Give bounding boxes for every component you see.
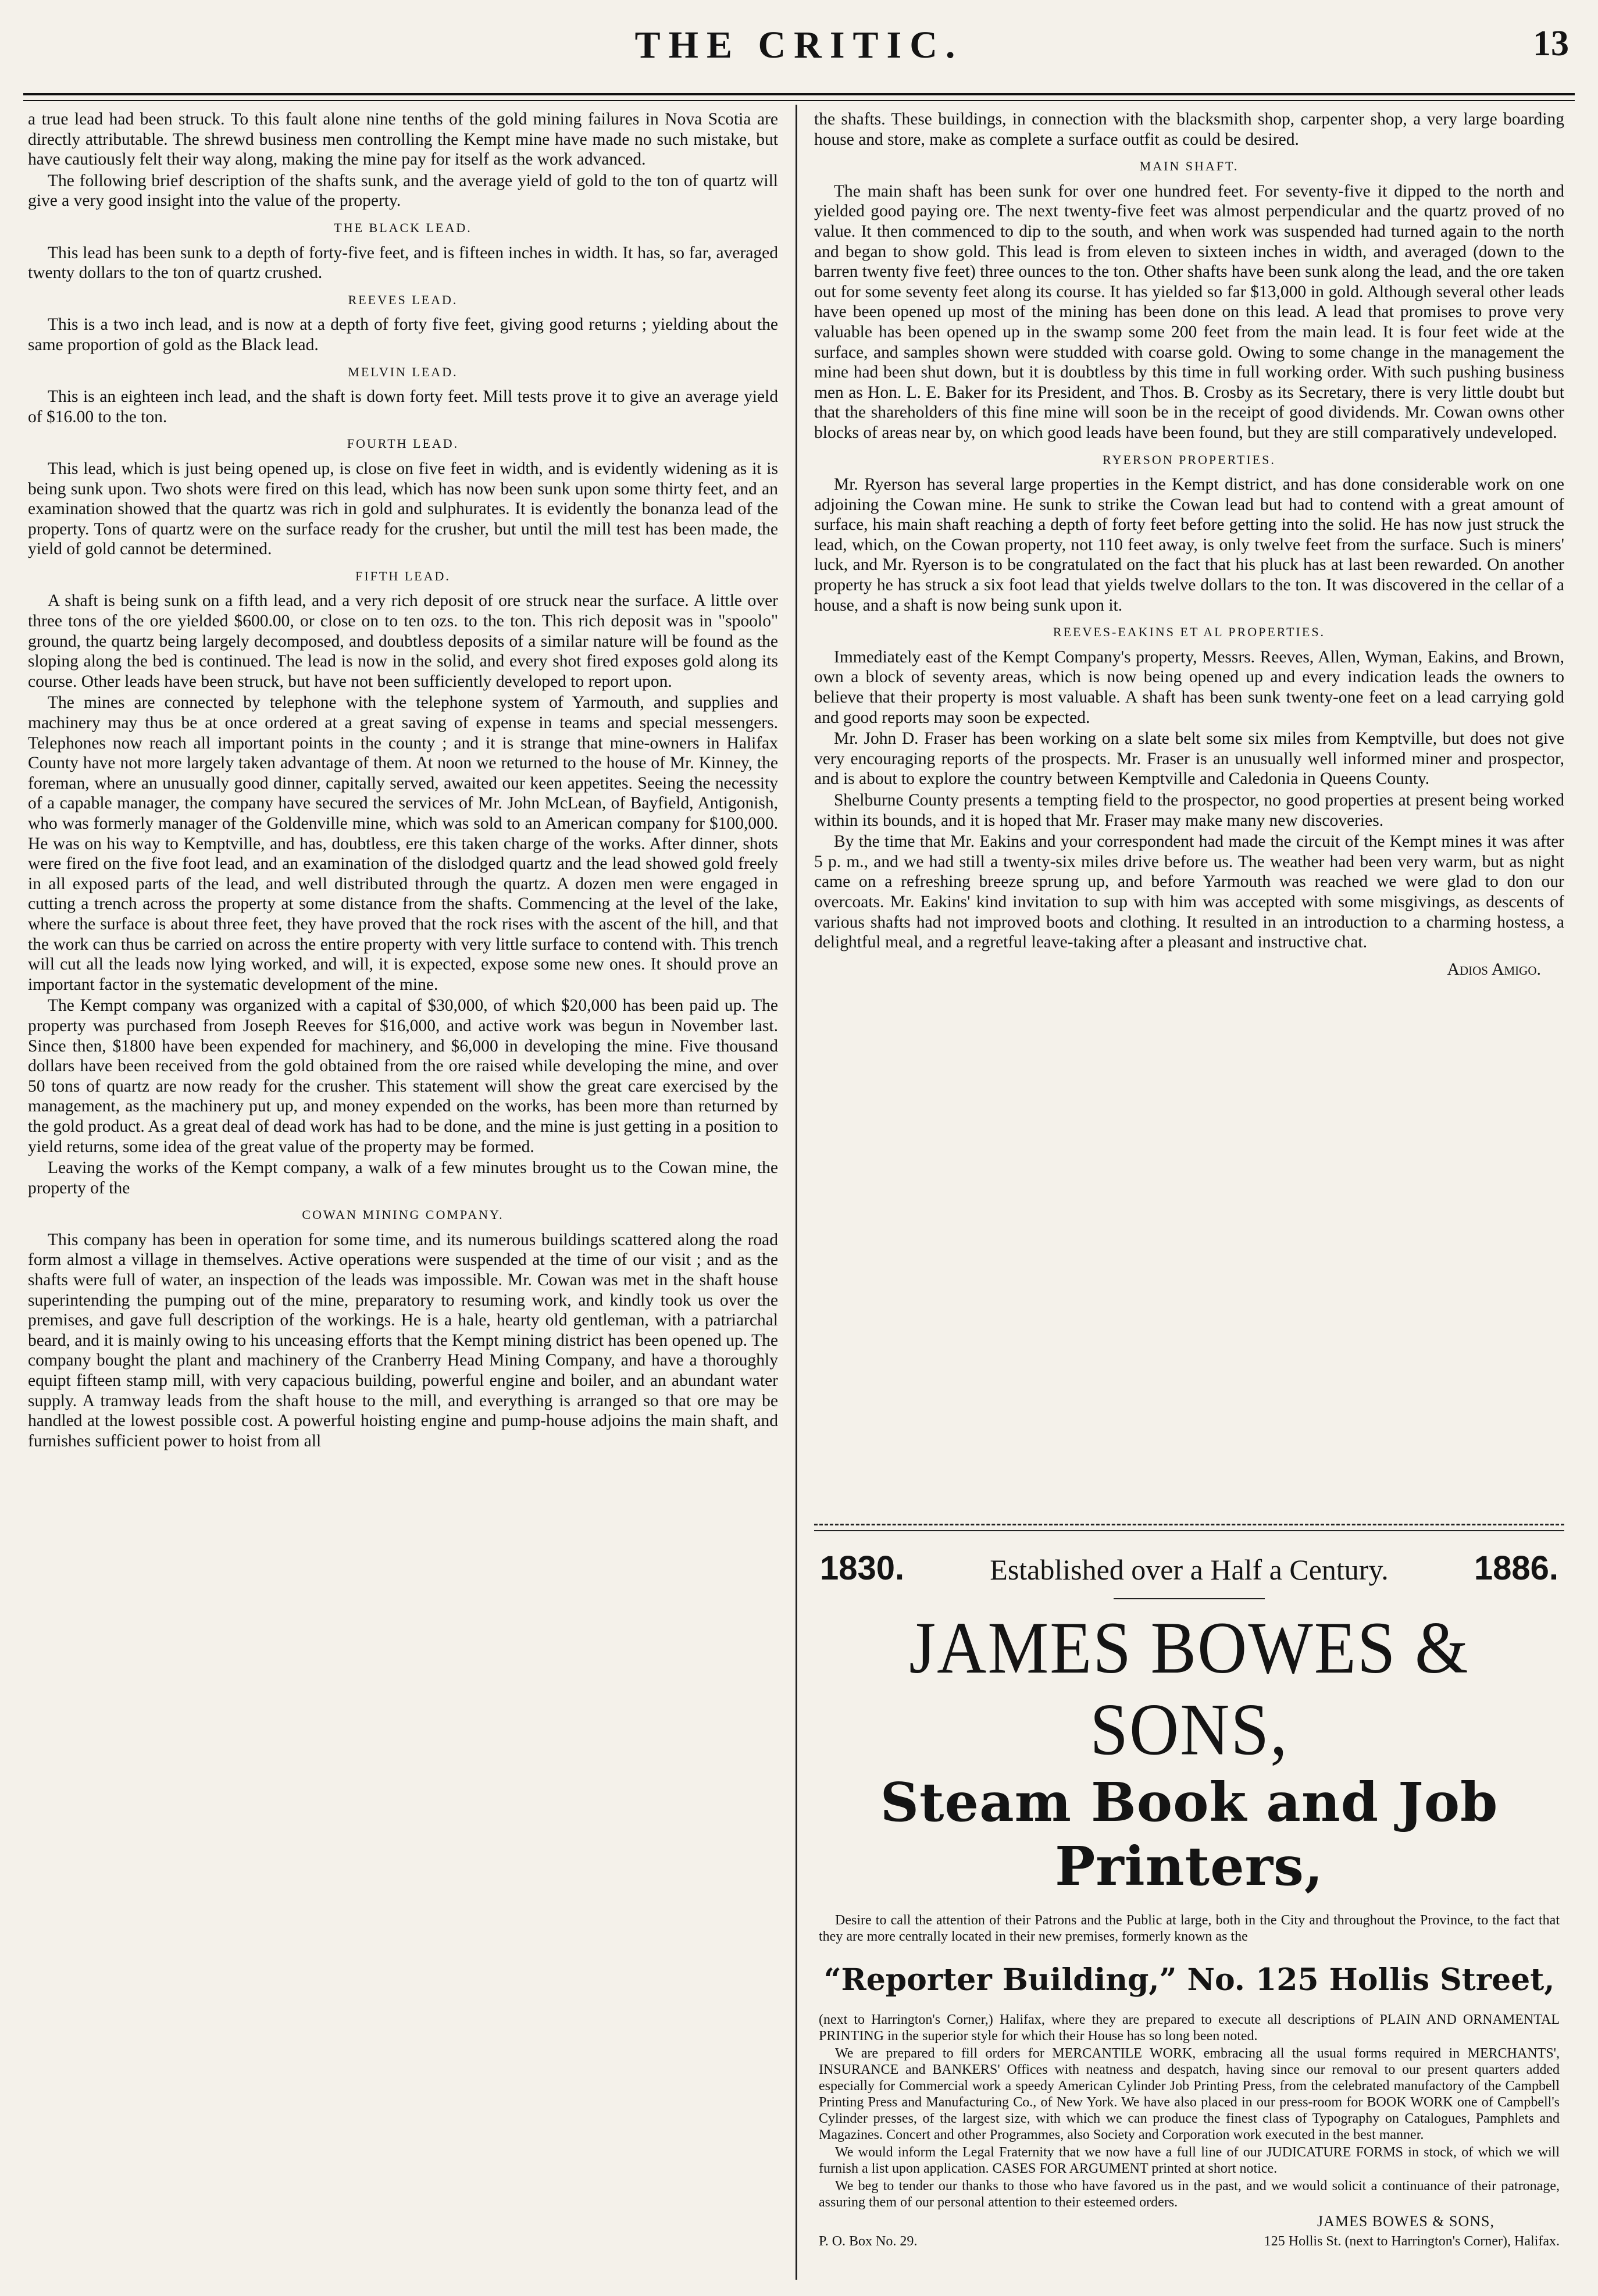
header-rule-thin — [23, 100, 1575, 101]
paragraph: The main shaft has been sunk for over one hundred feet. For seventy-five it dipped to the north and yielded good paying ore. The next twenty-five feet was almost perpendicular and the quartz proved of no value. It then commenced to dip to the south, and when work was suspended had turned again to the north and began to show gold. This lead is from eleven to sixteen inches in width, and averaged (down to the barren twenty five feet) three ounces to the ton. Other shafts have been sunk along the lead, and the ore taken out for some seventy feet along its course. It has yielded so far $13,000 in gold. Although several other leads have been opened up most of the mining has been done on this lead. A lead that promises to prove very valuable has been opened up in the swamp some 200 feet from the main lead. It is four feet wide at the surface, and samples shown were studded with coarse gold. Owing to some change in the management the mine had been shut down, but it is doubtless by this time in full working order. With such pushing business men as Hon. L. E. Baker for its President, and Thos. B. Crosby as its Secretary, there is very little doubt but that the shareholders of this fine mine will soon be in the receipt of good dividends. Mr. Cowan owns other blocks of areas near by, on which good leads have been found, but they are still comparatively undeveloped. — [814, 181, 1564, 442]
trade-line: Steam Book and Job Printers, — [880, 1771, 1499, 1898]
ad-separator-solid — [814, 1530, 1564, 1531]
paragraph: Leaving the works of the Kempt company, a walk of a few minutes brought us to the Cowan mine, the property of the — [28, 1158, 778, 1197]
paragraph: Desire to call the attention of their Patrons and the Public at large, both in the City and throughout the Province, to the fact that they are more centrally located in their new premises, formerly known as the — [819, 1913, 1560, 1944]
paragraph: a true lead had been struck. To this fault alone nine tenths of the gold mining failures in Nova Scotia are directly attributable. The shrewd business men controlling the Kempt mine have made no such mistake, but have cautiously felt their way along, making the mine pay for itself as the work advanced. — [28, 110, 778, 169]
section-heading: MAIN SHAFT. — [1139, 159, 1239, 174]
paragraph: The Kempt company was organized with a capital of $30,000, of which $20,000 has been paid up. The property was purchased from Joseph Reeves for $16,000, and active work was begun in November last. Since then, $1800 have been expended for machinery, and $6,000 in developing the mine. Five thousand dollars have been received from the gold obtained from the ore raised while developing the mine, and over 50 tons of quartz are now ready for the crusher. This statement will show the great care exercised by the management, as the machinery put up, and money expended on the works, has been more than returned by the gold product. As a great deal of dead work has had to be done, and the mine is just getting in a position to yield returns, some idea of the great value of the property may be formed. — [28, 996, 778, 1156]
header-rule — [23, 93, 1575, 95]
newspaper-title: THE CRITIC. — [634, 24, 964, 66]
paragraph: This company has been in operation for some time, and its numerous buildings scattered along the road form almost a village in themselves. Active operations were suspended at the time of our visit ; and as the shafts were full of water, an inspection of the leads was impossible. Mr. Cowan was met in the shaft house superintending the pumping out of the mine, preparatory to resuming work, and kindly took us over the premises, and gave full description of the workings. He is a hale, hearty old gentleman, with a patriarchal beard, and it is mainly owing to his unceasing efforts that the Kempt mining district has been opened up. The company bought the plant and machinery of the Cranberry Head Mining Company, and have a thoroughly equipt fifteen stamp mill, with very capacious building, powerful engine and boiler, and an abundant water supply. A tramway leads from the shaft house to the mill, and everything is arranged so that ore may be handled at the lowest possible cost. A powerful hoisting engine and pump-house adjoins the main shaft, and furnishes sufficient power to hoist from all — [28, 1230, 778, 1450]
paragraph: The following brief description of the shafts sunk, and the average yield of gold to the ton of quartz will give a very good insight into the value of the property. — [28, 171, 778, 211]
paragraph: We would inform the Legal Fraternity that we now have a full line of our JUDICATURE FORMS in stock, of which we will furnish a list upon application. CASES FOR ARGUMENT printed at short notice. — [819, 2145, 1560, 2176]
ad-separator — [814, 1524, 1564, 1525]
left-column — [28, 109, 778, 2273]
section-heading: COWAN MINING COMPANY. — [302, 1207, 504, 1222]
paragraph: This is an eighteen inch lead, and the shaft is down forty feet. Mill tests prove it to give an average yield of $16.00 to the ton. — [28, 387, 778, 426]
firm-address: “Reporter Building,” No. 125 Hollis Street, — [823, 1962, 1555, 1998]
ad-intro — [819, 1912, 1560, 1945]
paragraph: Mr. John D. Fraser has been working on a slate belt some six miles from Kemptville, but does not give very encouraging reports of the prospects. Mr. Fraser is an unusually well informed miner and prospector, and is about to explore the country between Kemptville and Caledonia in Queens County. — [814, 729, 1564, 789]
page-number: 13 — [1533, 24, 1569, 63]
paragraph: Immediately east of the Kempt Company's property, Messrs. Reeves, Allen, Wyman, Eakins, and Brown, own a block of seventy areas, which is now being opened up and every indication leads the owners to believe that their property is most valuable. A shaft has been sunk twenty-one feet on a lead carrying gold and good reports may soon be expected. — [814, 647, 1564, 727]
firm-name: JAMES BOWES & SONS, — [909, 1606, 1469, 1771]
street-address: 125 Hollis St. (next to Harrington's Corner), Halifax. — [1264, 2234, 1560, 2249]
ad-body — [819, 2012, 1560, 2211]
po-box: P. O. Box No. 29. — [819, 2234, 918, 2249]
paragraph: By the time that Mr. Eakins and your correspondent had made the circuit of the Kempt mines it was after 5 p. m., and we had still a twenty-six miles drive before us. The weather had been very warm, but as night came on a refreshing breeze sprung up, and before Yarmouth was reached we were glad to don our overcoats. Mr. Eakins' kind invitation to sup with him was accepted with some misgivings, as descents of various shafts had not improved boots and clothing. It resulted in an introduction to a charming hostess, a delightful meal, and a regretful leave-taking after a pleasant and instructive chat. — [814, 832, 1564, 952]
year-founded: 1830. — [820, 1549, 905, 1587]
ad-footer — [819, 2234, 1560, 2249]
section-heading: REEVES-EAKINS ET AL PROPERTIES. — [1053, 625, 1326, 640]
section-heading: MELVIN LEAD. — [348, 364, 458, 379]
section-heading: RYERSON PROPERTIES. — [1103, 452, 1276, 467]
paragraph: Mr. Ryerson has several large properties in the Kempt district, and has done considerable work on one adjoining the Cowan mine. He sunk to strike the Cowan lead but had to contend with a great amount of surface, his main shaft reaching a depth of forty feet before getting into the solid. He has now just struck the lead, which, on the Cowan property, not 110 feet away, is only twelve feet from the surface. Such is miners' luck, and Mr. Ryerson is to be congratulated on the fact that his pluck has at last been rewarded. On another property he has struck a six foot lead that yields twelve dollars to the ton. It was discovered in the cellar of a house, and a shaft is now being sunk upon it. — [814, 475, 1564, 615]
section-heading: FIFTH LEAD. — [355, 568, 451, 583]
section-heading: REEVES LEAD. — [348, 292, 458, 307]
paragraph: The mines are connected by telephone with the telephone system of Yarmouth, and supplies and machinery may thus be at once ordered at a great saving of expense in teams and special messengers. Telephones now reach all important points in the county ; and it is strange that mine-owners in Halifax County have not more largely taken advantage of them. At noon we returned to the house of Mr. Kinney, the foreman, where an unusually good dinner, capitally served, awaited our keen appetites. Seeing the necessity of a capable manager, the company have secured the services of Mr. John McLean, of Bayfield, Antigonish, who was formerly manager of the Goldenville mine, which was sold to an American company for $100,000. He was on his way to Kemptville, and has, doubtless, ere this taken charge of the works. After dinner, shots were fired on the five foot lead, and an examination of the dislodged quartz and the lead showed gold freely in all exposed parts of the lead, and well distributed through the quartz. A dozen men were engaged in cutting a trench across the property at some distance from the shafts. Commencing at the level of the lake, where the surface is about three feet, they have proved that the rock rises with the ascent of the hill, and that the work can thus be carried on across the entire property with very little surface to contend with. This trench will cut all the leads now lying worked, and will, it is expected, expose some new ones. It should prove an important factor in the systematic development of the mine. — [28, 693, 778, 994]
established-text: Established over a Half a Century. — [990, 1553, 1389, 1586]
paragraph: the shafts. These buildings, in connection with the blacksmith shop, carpenter shop, a very large boarding house and store, make as complete a surface outfit as could be desired. — [814, 110, 1564, 149]
paragraph: We are prepared to fill orders for MERCANTILE WORK, embracing all the usual forms required in MERCHANTS', INSURANCE and BANKERS' Offices with neatness and despatch, having since our removal to our present quarters added especially for Commercial work a speedy American Cylinder Job Printing Press, from the celebrated manufactory of the Campbell Printing Press and Manufacturing Co., of New York. We have also placed in our press-room for BOOK WORK one of Campbell's Cylinder presses, of the largest size, with which we can produce the finest class of Typography on Catalogues, Pamphlets and Magazines. Concert and other Programmes, also Society and Corporation work executed in the best manner. — [819, 2046, 1560, 2142]
paragraph: We beg to tender our thanks to those who have favored us in the past, and we would solicit a continuance of their patronage, assuring them of our personal attention to their esteemed orders. — [819, 2179, 1560, 2210]
masthead — [23, 23, 1575, 87]
ad-short-rule — [1114, 1598, 1265, 1599]
established-line — [814, 1549, 1564, 1588]
printer-advertisement — [814, 1524, 1564, 2249]
section-heading: FOURTH LEAD. — [347, 436, 459, 451]
correspondent-signature: Adios Amigo. — [1447, 959, 1541, 979]
ad-signer: JAMES BOWES & SONS, — [1317, 2213, 1494, 2230]
paragraph: This lead has been sunk to a depth of forty-five feet, and is fifteen inches in width. It has, so far, averaged twenty dollars to the ton of quartz crushed. — [28, 243, 778, 283]
paragraph: (next to Harrington's Corner,) Halifax, where they are prepared to execute all descriptions of PLAIN AND ORNAMENTAL PRINTING in the superior style for which their House has so long been noted. — [819, 2012, 1560, 2044]
paragraph: A shaft is being sunk on a fifth lead, and a very rich deposit of ore struck near the surface. A little over three tons of the ore yielded $600.00, or close on to ten ozs. to the ton. This rich deposit was in "spoolo" ground, the quartz being largely decomposed, and doubtless deposits of a similar nature will be found as the sloping along the bed is continued. The lead is now in the solid, and every shot fired exposes gold along its course. Other leads have been struck, but have not been sufficiently developed to report upon. — [28, 591, 778, 691]
column-divider — [796, 105, 797, 2280]
paragraph: This lead, which is just being opened up, is close on five feet in width, and is evidently widening as it is being sunk upon. Two shots were fired on this lead, which has now been sunk upon some thirty feet, and an examination showed that the quartz was rich in gold and sulphurates. It is evidently the bonanza lead of the property. Tons of quartz were on the surface ready for the crusher, but until the mill test has been made, the yield of gold cannot be determined. — [28, 459, 778, 559]
paragraph: Shelburne County presents a tempting field to the prospector, no good properties at present being worked within its bounds, and it is hoped that Mr. Fraser may make many new discoveries. — [814, 791, 1564, 830]
section-heading: THE BLACK LEAD. — [334, 220, 472, 235]
paragraph: This is a two inch lead, and is now at a depth of forty five feet, giving good returns ; yielding about the same proportion of gold as the Black lead. — [28, 315, 778, 354]
year-current: 1886. — [1474, 1549, 1558, 1587]
